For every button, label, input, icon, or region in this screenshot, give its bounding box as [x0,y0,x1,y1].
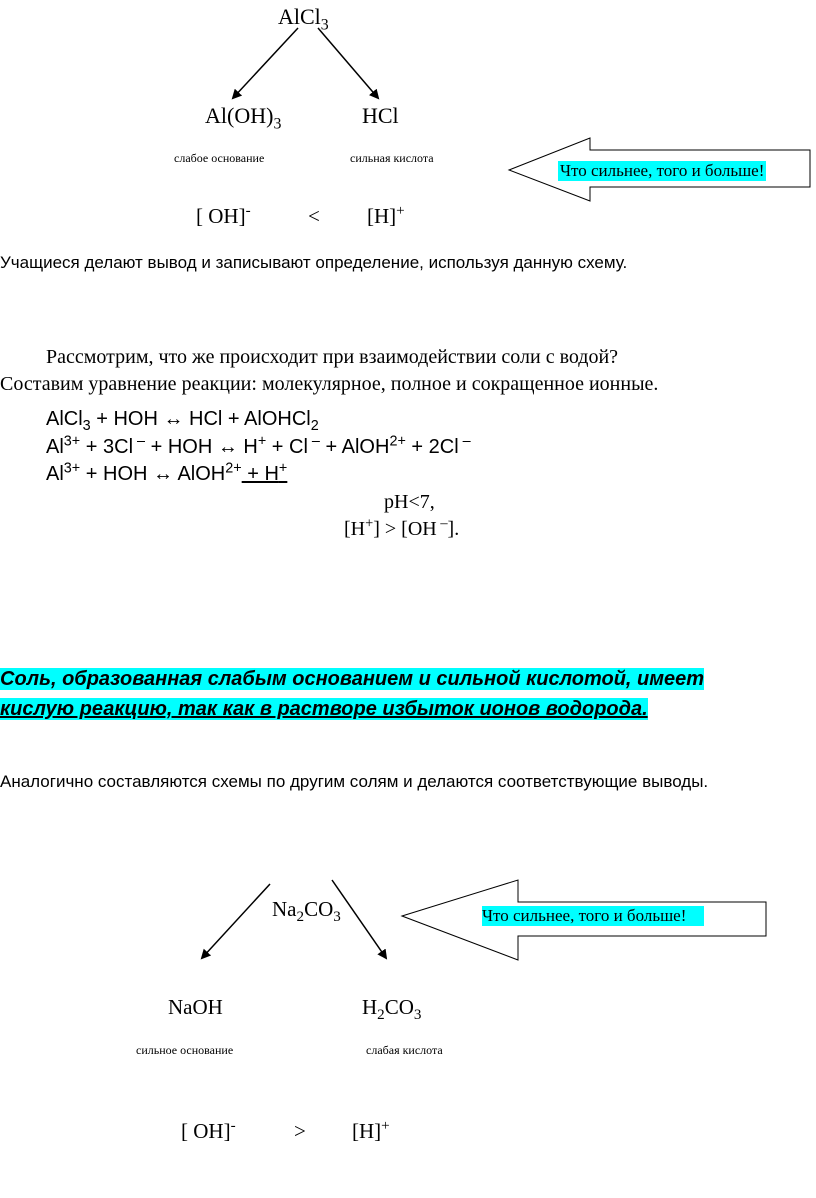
concentration-comparison: [H+] > [OH –]. [344,515,460,540]
analogy-text: Аналогично составляются схемы по другим солям и делаются соответствующие выводы. [0,772,709,791]
molecular-equation: AlCl$_3$ + HOH ↔ HCl + AlOHCl$_2$ [46,408,319,434]
conclusion-text [0,664,720,724]
base-formula-1: $Al(OH)_3$ [205,103,282,133]
relation-sign-2: > [294,1119,306,1143]
base-formula-2: NaOH [168,995,223,1019]
paragraph-line-1: Рассмотрим, что же происходит при взаимодействии соли с водой? [46,346,619,368]
callout-text-2: Что сильнее, того и больше! [482,906,704,926]
oh-concentration-2: [ OH]- [181,1118,236,1143]
arrow-to-base-1 [233,28,298,98]
oh-concentration-1: [ OH]- [196,203,251,228]
full-ionic-equation: $Al^{3+} + 3Cl$ – + HOH ↔ H+ + Cl – + AlOH$^{2+}$ + 2Cl – [46,433,471,458]
h-concentration-1: [H]+ [367,203,405,228]
callout-text-1: Что сильнее, того и больше! [560,161,765,180]
base-label-2: сильное основание [136,1043,234,1057]
instruction-text: Учащиеся делают вывод и записывают определение, используя данную схему. [0,253,628,272]
conclusion-line-1: Соль, образованная слабым основанием и сильной кислотой, имеет [0,668,705,690]
base-label-1: слабое основание [174,151,265,165]
conclusion-line-2: кислую реакцию, так как в растворе избыток ионов водорода. [0,698,648,720]
acid-label-2: слабая кислота [366,1043,443,1057]
arrow-to-base-2 [202,884,270,958]
salt-formula-2: $Na_2CO_3$ [272,897,341,926]
salt-formula-1: AlCl$_3$ [278,4,329,34]
acid-label-1: сильная кислота [350,151,434,165]
acid-formula-1: HCl [362,103,399,128]
relation-sign-1: < [308,204,320,228]
acid-formula-2: $H_2CO_3$ [362,995,422,1024]
arrow-to-acid-1 [318,28,378,98]
short-ionic-equation: $Al^{3+}$ + HOH ↔ AlOH$^{2+}$ + H+ [46,460,288,485]
ph-value: pH<7, [384,491,435,513]
paragraph-line-2: Составим уравнение реакции: молекулярное, полное и сокращенное ионные. [0,373,659,395]
h-concentration-2: [H]+ [352,1118,390,1143]
